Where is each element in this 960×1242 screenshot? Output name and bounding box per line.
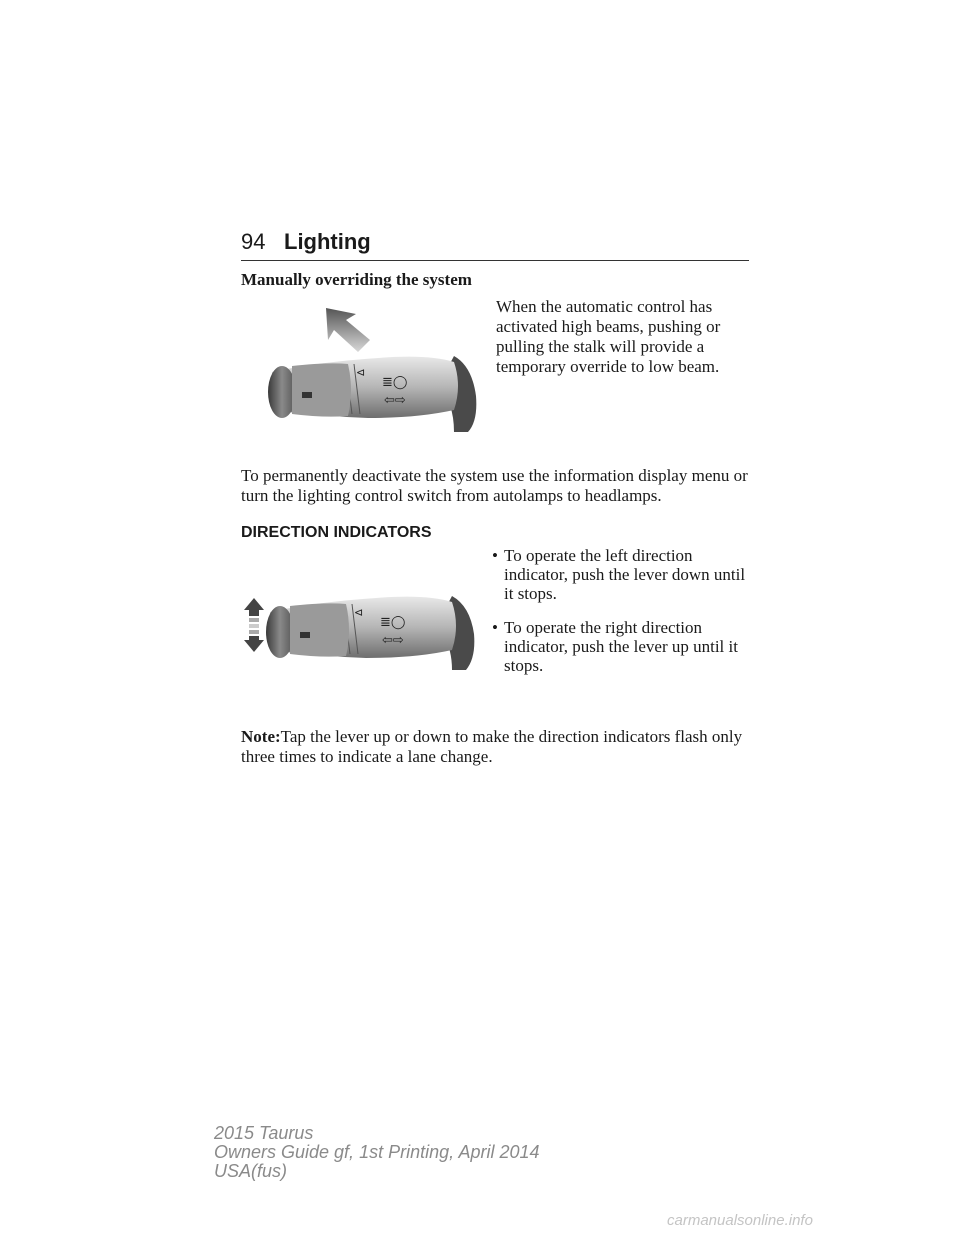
footer-line-printing: Owners Guide gf, 1st Printing, April 2014 (214, 1142, 540, 1162)
footer-line-region (214, 1162, 540, 1181)
svg-text:≣◯: ≣◯ (380, 615, 406, 630)
svg-text:≣◯: ≣◯ (382, 375, 408, 390)
direction-bullet-list (492, 546, 754, 690)
svg-text:⊲: ⊲ (356, 366, 366, 379)
up-down-arrow-icon (244, 598, 264, 652)
list-item (492, 618, 754, 675)
svg-text:⇦⇨: ⇦⇨ (384, 393, 406, 408)
stalk-figure-override (258, 306, 482, 434)
page-number: 94 (241, 229, 266, 254)
footer (214, 1124, 540, 1181)
bullet-text: To operate the left direction indicator, push the lever down until it stops. (504, 546, 746, 603)
push-arrow-icon (326, 308, 370, 352)
section-title: Lighting (284, 229, 371, 254)
stalk-figure-direction (240, 560, 480, 672)
footer-region: USA (214, 1161, 252, 1181)
turn-signal-stalk-icon (266, 596, 474, 670)
footer-region-code: (fus) (251, 1161, 288, 1181)
bullet-text: To operate the right direction indicator, push the lever up until it stops. (504, 618, 738, 675)
direction-indicators-heading: DIRECTION INDICATORS (241, 524, 432, 541)
note-label: Note: (241, 727, 281, 746)
override-heading: Manually overriding the system (241, 270, 472, 289)
bullet-glyph: • (492, 618, 498, 637)
list-item (492, 546, 754, 603)
footer-line-model: 2015 Taurus (214, 1123, 314, 1143)
watermark: carmanualsonline.info (667, 1212, 813, 1229)
svg-text:⊲: ⊲ (354, 606, 364, 619)
svg-text:⇦⇨: ⇦⇨ (382, 633, 404, 648)
header-rule (241, 260, 749, 261)
deactivate-text: To permanently deactivate the system use the information display menu or turn the lighting control switch from autolamps to headlamps. (241, 466, 748, 505)
override-text: When the automatic control has activated high beams, pushing or pulling the stalk will provide a temporary override to low beam. (496, 297, 721, 376)
note-paragraph (241, 727, 753, 767)
note-text: Tap the lever up or down to make the direction indicators flash only three times to indicate a lane change. (241, 727, 743, 766)
turn-signal-stalk-icon (268, 356, 476, 432)
bullet-glyph: • (492, 546, 498, 565)
